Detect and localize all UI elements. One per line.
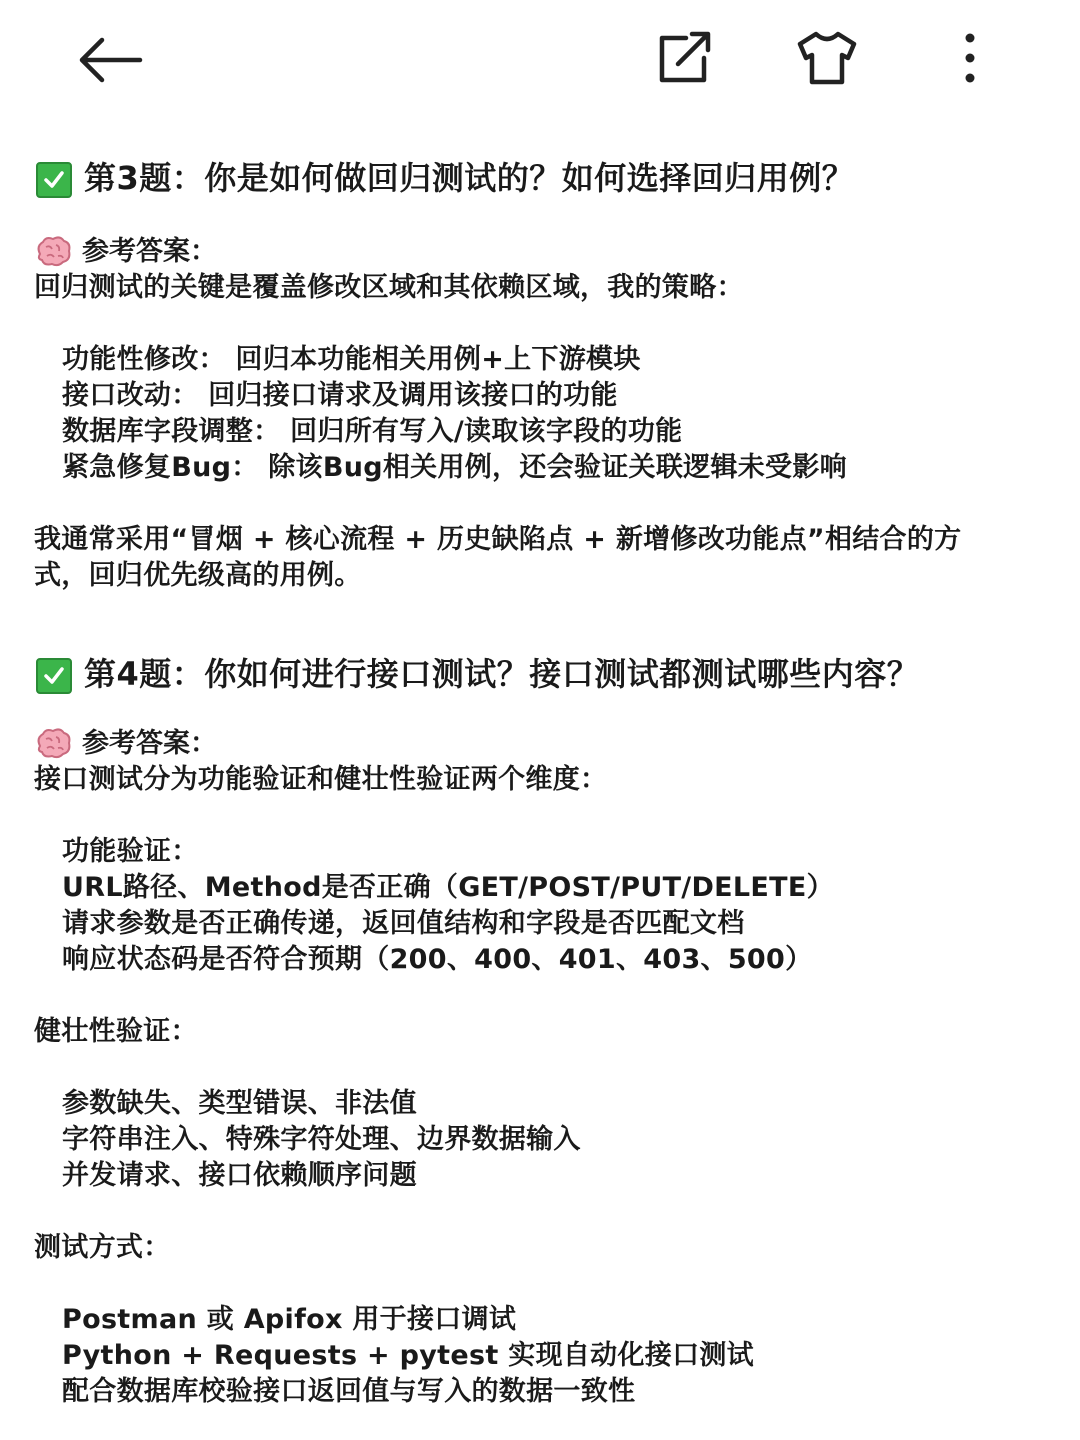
question-3-intro: 回归测试的关键是覆盖修改区域和其依赖区域，我的策略：	[34, 272, 744, 303]
question-3-summary-cont: 式，回归优先级高的用例。	[34, 560, 362, 591]
article-content	[34, 148, 1044, 1410]
question-4-intro: 接口测试分为功能验证和健壮性验证两个维度：	[34, 764, 608, 795]
back-button[interactable]	[70, 28, 150, 92]
list-item: 紧急修复Bug： 除该Bug相关用例，还会验证关联逻辑未受影响	[62, 452, 847, 483]
question-4-title-text: 第4题：你如何进行接口测试？接口测试都测试哪些内容？	[84, 655, 920, 693]
question-3-answer-heading	[34, 234, 1044, 270]
list-item: 并发请求、接口依赖顺序问题	[62, 1160, 417, 1191]
list-item: 配合数据库校验接口返回值与写入的数据一致性	[62, 1376, 636, 1407]
list-item: 功能性修改： 回归本功能相关用例+上下游模块	[62, 344, 641, 375]
test-method-label: 测试方式：	[34, 1232, 171, 1263]
shirt-button[interactable]	[792, 26, 862, 90]
list-item: 数据库字段调整： 回归所有写入/读取该字段的功能	[62, 416, 683, 447]
share-external-icon	[650, 26, 720, 90]
more-vertical-icon	[950, 26, 990, 90]
question-4-title	[34, 644, 1044, 704]
share-button[interactable]	[650, 26, 720, 90]
check-mark-icon	[36, 162, 72, 198]
question-3-title	[34, 148, 1044, 208]
more-button[interactable]	[950, 26, 990, 90]
question-4-answer-heading	[34, 726, 1044, 762]
list-item: 字符串注入、特殊字符处理、边界数据输入	[62, 1124, 581, 1155]
list-item: 接口改动： 回归接口请求及调用该接口的功能	[62, 380, 618, 411]
brain-icon	[34, 726, 72, 762]
list-item: 参数缺失、类型错误、非法值	[62, 1088, 417, 1119]
answer-label: 参考答案：	[82, 236, 217, 267]
brain-icon	[34, 234, 72, 270]
arrow-left-icon	[70, 28, 150, 92]
check-mark-icon	[36, 658, 72, 694]
tshirt-icon	[792, 26, 862, 90]
question-3-title-text: 第3题：你是如何做回归测试的？如何选择回归用例？	[84, 159, 855, 197]
list-item: 请求参数是否正确传递，返回值结构和字段是否匹配文档	[62, 908, 745, 939]
robustness-label: 健壮性验证：	[34, 1016, 198, 1047]
list-item: 响应状态码是否符合预期（200、400、401、403、500）	[62, 944, 813, 975]
list-item: Python + Requests + pytest 实现自动化接口测试	[62, 1340, 754, 1371]
functional-label: 功能验证：	[62, 836, 199, 867]
question-3-summary: 我通常采用“冒烟 + 核心流程 + 历史缺陷点 + 新增修改功能点”相结合的方	[34, 524, 962, 555]
list-item: URL路径、Method是否正确（GET/POST/PUT/DELETE）	[62, 872, 834, 903]
answer-label: 参考答案：	[82, 728, 217, 759]
list-item: Postman 或 Apifox 用于接口调试	[62, 1304, 517, 1335]
top-toolbar	[0, 0, 1080, 118]
